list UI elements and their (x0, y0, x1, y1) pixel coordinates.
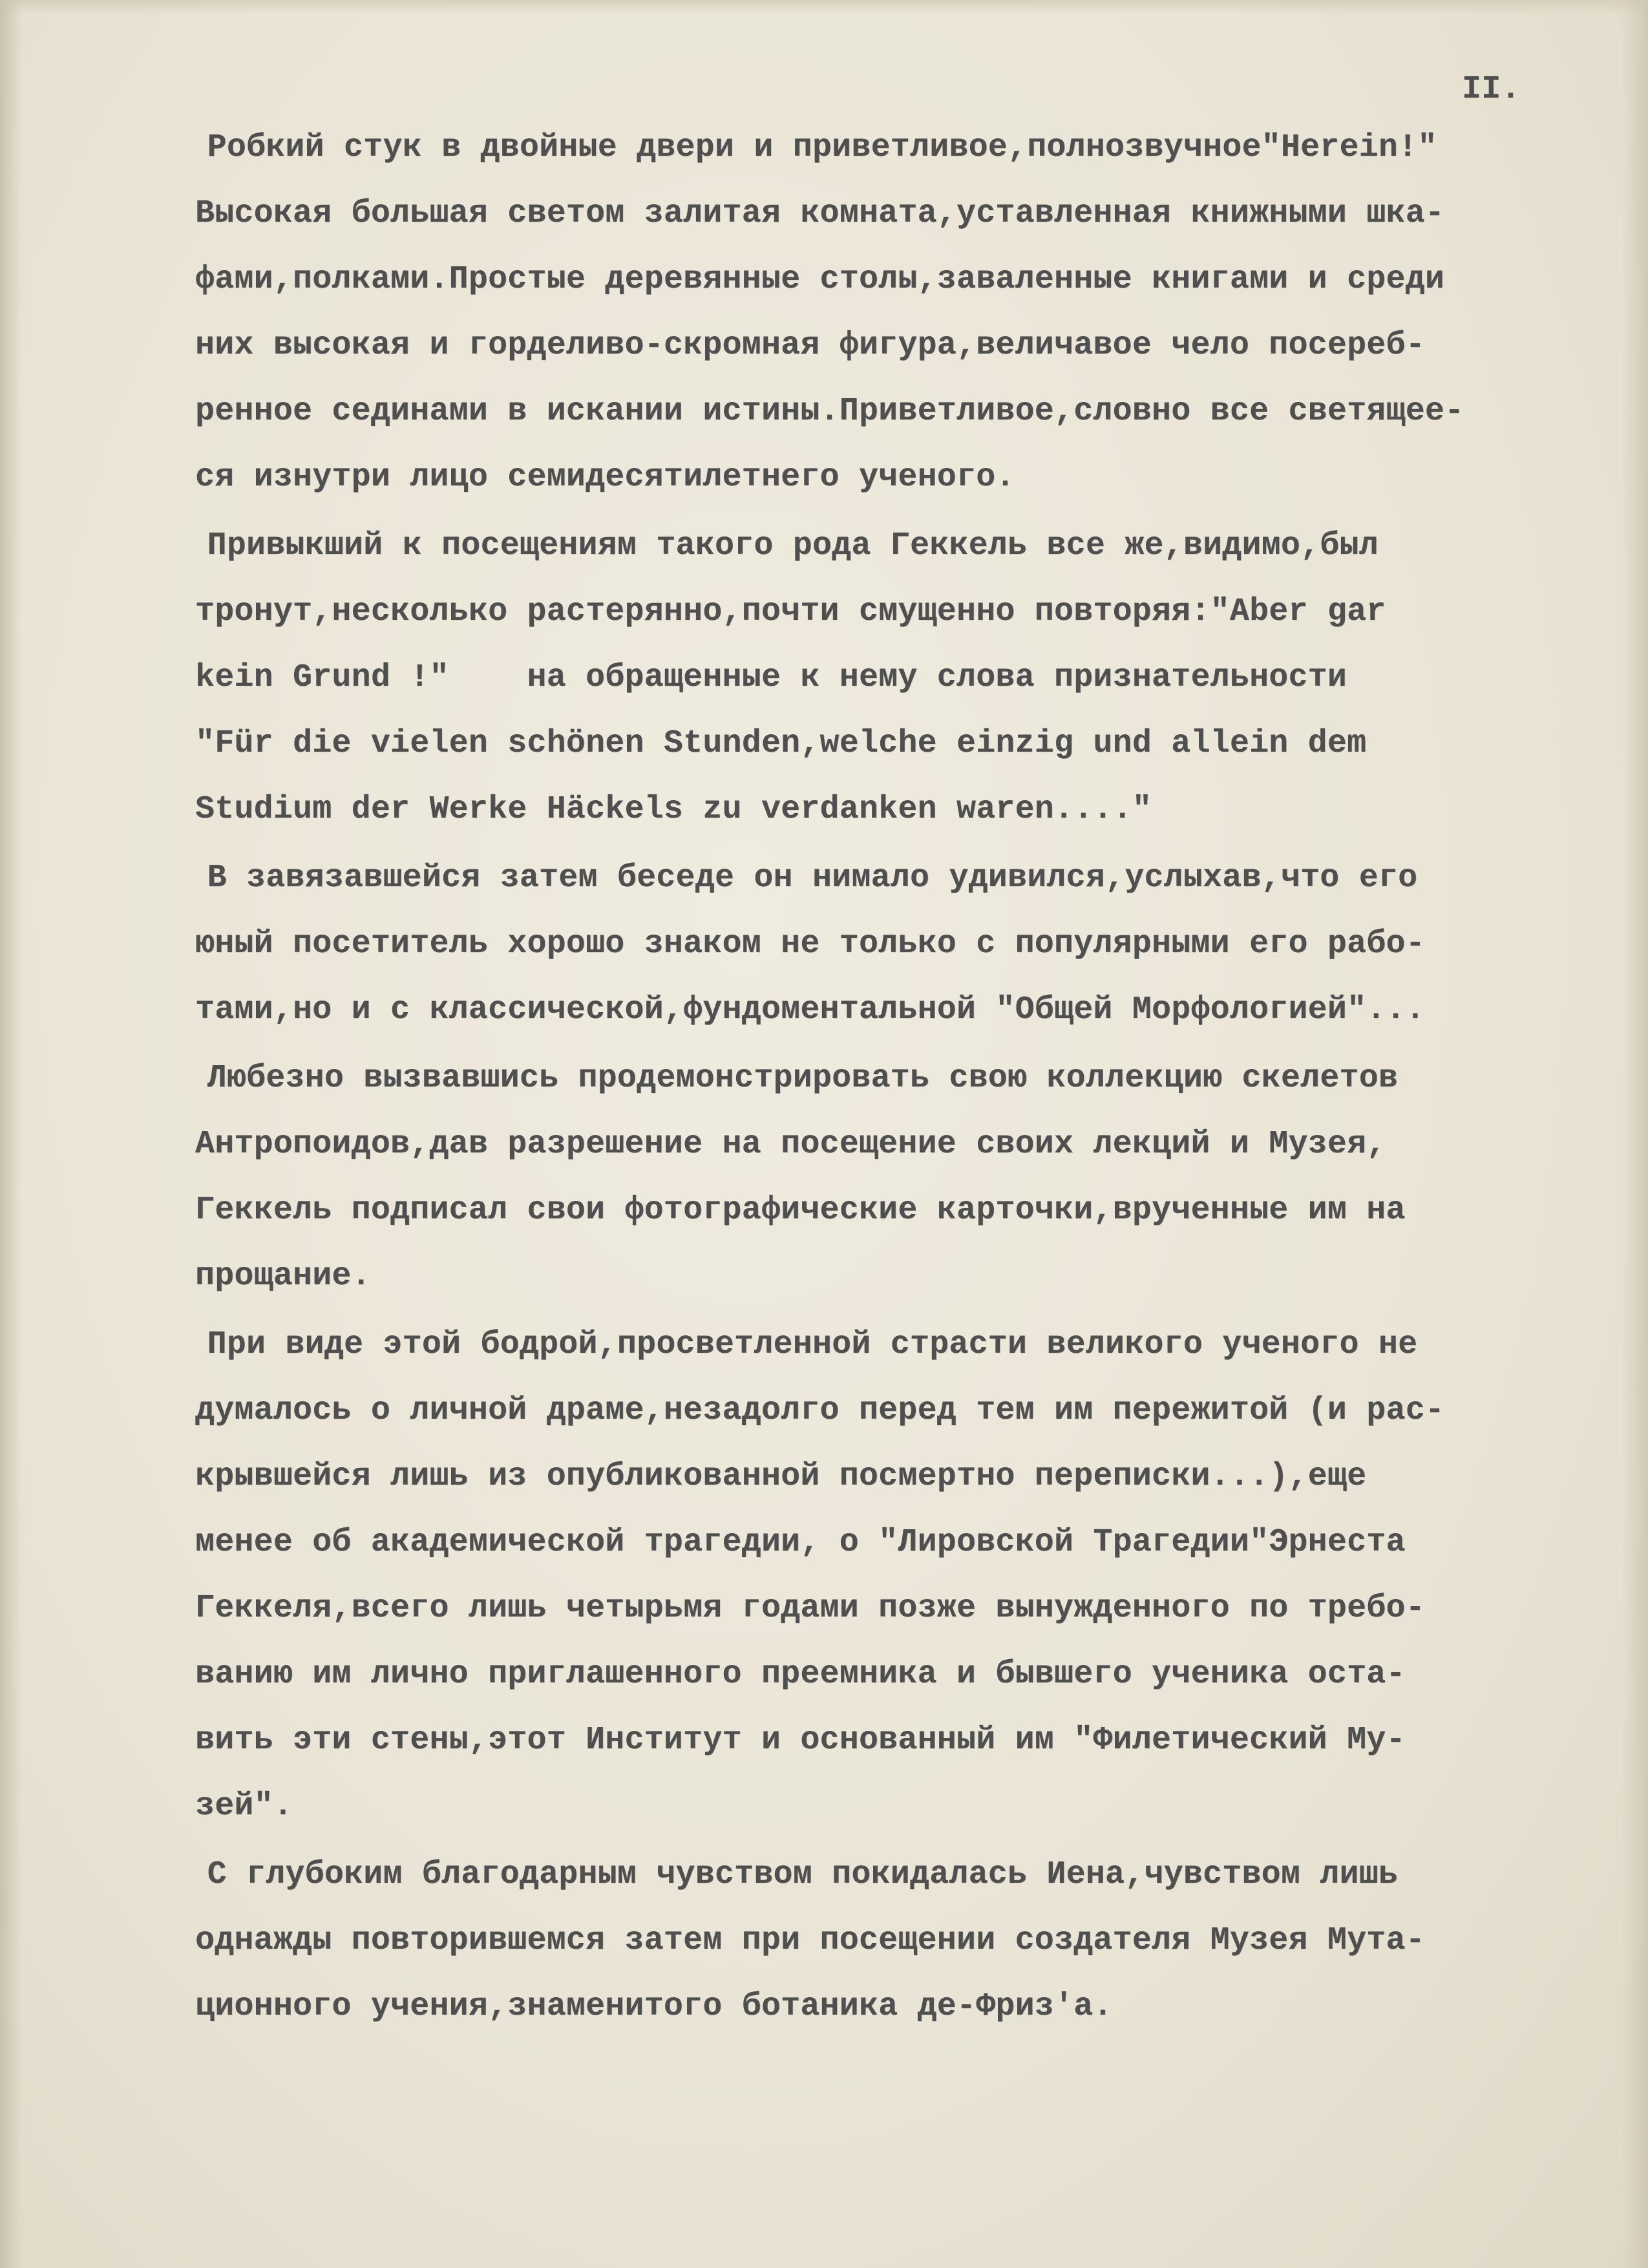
text-line: Высокая большая светом залитая комната,уставленная книжными шка- (195, 195, 1445, 232)
text-line: В завязавшейся затем беседе он нимало удивился,услыхав,что его (149, 860, 1418, 896)
paper-edge-left (0, 0, 22, 2268)
paragraph-4 (149, 1046, 1591, 1309)
text-line: "Für die vielen schönen Stunden,welche einzig und allein dem (195, 725, 1367, 762)
text-line: ренное сединами в искании истины.Приветливое,словно все светящее- (195, 393, 1464, 430)
text-line: прощание. (195, 1258, 371, 1295)
text-line: Studium der Werke Häckels zu verdanken waren...." (195, 791, 1152, 828)
paragraph-1 (149, 115, 1591, 511)
text-line: Антропоидов,дав разрешение на посещение своих лекций и Музея, (195, 1126, 1386, 1163)
text-line: Привыкший к посещениям такого рода Геккель все же,видимо,был (149, 527, 1379, 564)
text-line: При виде этой бодрой,просветленной страсти великого ученого не (149, 1326, 1418, 1363)
text-line: тами,но и с классической,фундоментальной "Общей Морфологией"... (195, 991, 1425, 1028)
text-line: Геккеля,всего лишь четырьмя годами позже вынужденного по требо- (195, 1590, 1425, 1627)
paragraph-5 (149, 1312, 1591, 1839)
paper-edge-right (1622, 0, 1648, 2268)
text-line: С глубоким благодарным чувством покидалась Иена,чувством лишь (149, 1856, 1399, 1893)
text-line: крывшейся лишь из опубликованной посмертно переписки...),еще (195, 1458, 1367, 1495)
text-line: Геккель подписал свои фотографические карточки,врученные им на (195, 1192, 1406, 1229)
text-line: вить эти стены,этот Институт и основанный им "Филетический Му- (195, 1722, 1406, 1759)
text-line: ционного учения,знаменитого ботаника де-Фриз'а. (195, 1988, 1113, 2025)
text-line: однажды повторившемся затем при посещении создателя Музея Мута- (195, 1922, 1425, 1959)
text-line: ванию им лично приглашенного преемника и бывшего ученика оста- (195, 1656, 1406, 1693)
text-line: менее об академической трагедии, о "Лировской Трагедии"Эрнеста (195, 1524, 1406, 1561)
text-line: ся изнутри лицо семидесятилетнего ученого. (195, 459, 1015, 496)
text-line: юный посетитель хорошо знаком не только с популярными его рабо- (195, 926, 1425, 962)
paragraph-6 (149, 1842, 1591, 2040)
paragraph-2 (149, 513, 1591, 843)
text-line: тронут,несколько растерянно,почти смущенно повторяя:"Aber gar (195, 593, 1386, 630)
document-body (149, 115, 1591, 2040)
text-line: Робкий стук в двойные двери и приветливое,полнозвучное"Herein!" (149, 129, 1437, 166)
paragraph-3 (149, 845, 1591, 1043)
paper-edge-top (0, 0, 1648, 14)
text-line: них высокая и горделиво-скромная фигура,величавое чело посереб- (195, 327, 1425, 364)
text-line: зей". (195, 1788, 293, 1825)
page-number: II. (1462, 71, 1521, 108)
text-line: Любезно вызвавшись продемонстрировать свою коллекцию скелетов (149, 1060, 1399, 1097)
text-line: думалось о личной драме,незадолго перед тем им пережитой (и рас- (195, 1392, 1445, 1429)
text-line: kein Grund !" на обращенные к нему слова признательности (195, 659, 1347, 696)
text-line: фами,полками.Простые деревянные столы,заваленные книгами и среди (195, 261, 1445, 298)
